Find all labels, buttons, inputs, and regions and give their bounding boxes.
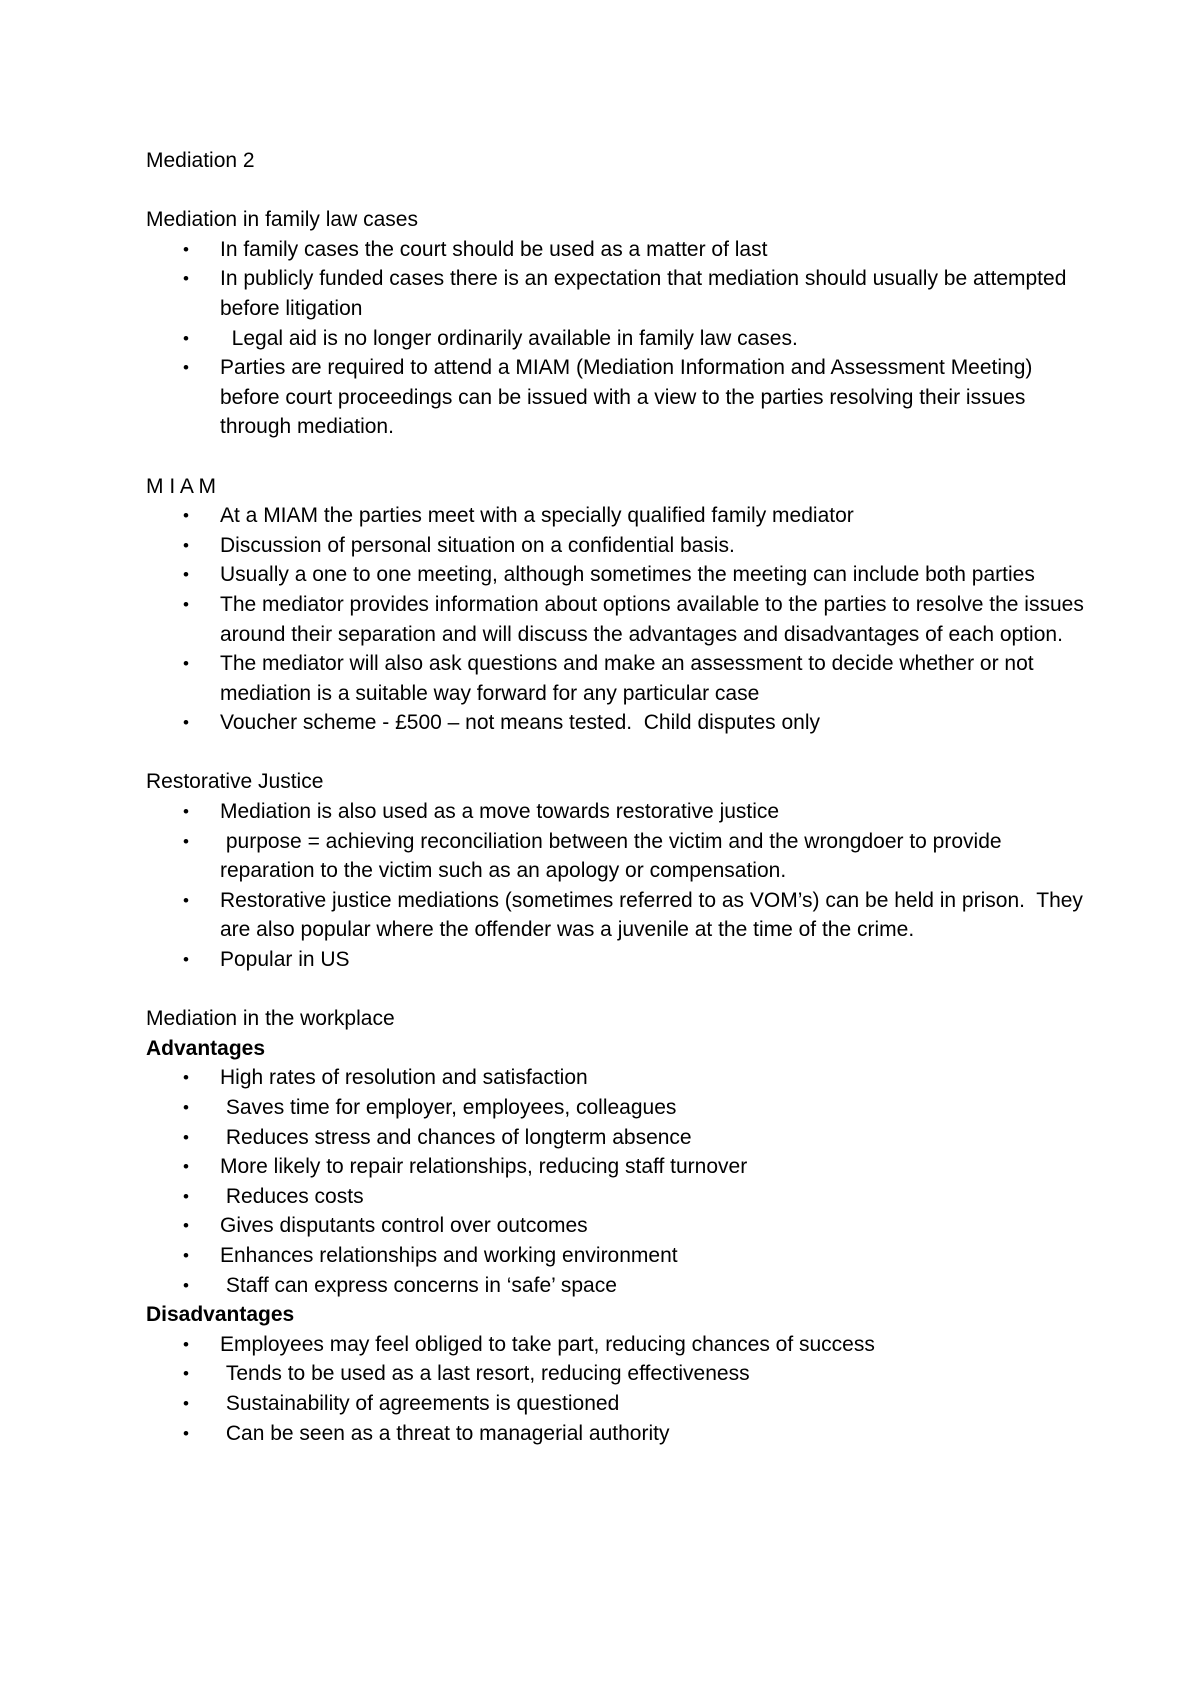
bullet-icon: • — [183, 535, 189, 555]
list-item — [146, 1330, 1086, 1360]
bullet-icon: • — [183, 506, 189, 526]
bullet-icon: • — [183, 1393, 189, 1413]
list-item-text: More likely to repair relationships, reducing staff turnover — [220, 1155, 748, 1179]
list-item — [146, 886, 1089, 945]
disadvantages-list — [146, 1330, 1086, 1448]
list-item-text: Gives disputants control over outcomes — [220, 1214, 588, 1238]
section-heading-restorative-justice: Restorative Justice — [146, 770, 324, 794]
bullet-icon: • — [183, 802, 189, 822]
list-item-text: Restorative justice mediations (sometimes referred to as VOM’s) can be held in prison. They are also popular where the offender was a juvenile at the time of the crime. — [220, 888, 1089, 942]
list-item-text: At a MIAM the parties meet with a specially qualified family mediator — [220, 504, 854, 528]
list-item-text: Voucher scheme - £500 – not means tested. Child disputes only — [220, 711, 821, 735]
bullet-icon: • — [183, 1334, 189, 1354]
document-title: Mediation 2 — [146, 149, 255, 172]
bullet-icon: • — [183, 1127, 189, 1147]
list-item-text: High rates of resolution and satisfaction — [220, 1066, 588, 1090]
bullet-icon: • — [183, 831, 189, 851]
list-item — [146, 797, 1086, 827]
bullet-icon: • — [183, 890, 189, 910]
list-item-text: Reduces stress and chances of longterm absence — [220, 1125, 692, 1149]
list-item — [146, 353, 1086, 442]
restorative-justice-list — [146, 797, 1089, 975]
spacer — [146, 738, 1086, 768]
list-item — [146, 649, 1086, 708]
list-item-text: purpose = achieving reconciliation between the victim and the wrongdoer to provide reparation to the victim such as an apology or compensation. — [220, 829, 1008, 883]
list-item-text: Reduces costs — [220, 1184, 364, 1208]
bullet-icon: • — [183, 1157, 189, 1177]
family-law-list — [146, 235, 1086, 442]
list-item — [146, 827, 1086, 886]
spacer — [146, 442, 1086, 472]
bullet-icon: • — [183, 713, 189, 733]
list-item-text: The mediator provides information about options available to the parties to resolve the issues around their separation and will discuss the advantages and disadvantages of each option. — [220, 592, 1084, 646]
list-item-text: Popular in US — [220, 948, 350, 972]
list-item-text: Tends to be used as a last resort, reducing effectiveness — [220, 1362, 750, 1386]
list-item — [146, 945, 1086, 975]
list-item — [146, 590, 1086, 649]
section-heading-workplace: Mediation in the workplace — [146, 1007, 395, 1031]
list-item-text: Enhances relationships and working environment — [220, 1243, 678, 1267]
bullet-icon: • — [183, 950, 189, 970]
bullet-icon: • — [183, 1364, 189, 1384]
list-item — [146, 235, 1086, 265]
list-item-text: Legal aid is no longer ordinarily available in family law cases. — [220, 326, 798, 350]
bullet-icon: • — [183, 1423, 189, 1443]
list-item-text: Can be seen as a threat to managerial authority — [220, 1421, 670, 1445]
bullet-icon: • — [183, 1068, 189, 1088]
section-heading-miam: M I A M — [146, 474, 217, 498]
document-body — [146, 146, 1089, 1448]
list-item — [146, 531, 1086, 561]
list-item-text: Sustainability of agreements is questioned — [220, 1391, 620, 1415]
list-item — [146, 1389, 1086, 1419]
bullet-icon: • — [183, 269, 189, 289]
list-item-text: Usually a one to one meeting, although sometimes the meeting can include both parties — [220, 563, 1035, 587]
list-item-text: Employees may feel obliged to take part, reducing chances of success — [220, 1332, 875, 1356]
list-item — [146, 1359, 1086, 1389]
list-item — [146, 1211, 1086, 1241]
list-item-text: In publicly funded cases there is an expectation that mediation should usually be attempted before litigation — [220, 267, 1067, 320]
list-item — [146, 1093, 1086, 1123]
list-item — [146, 1241, 1086, 1271]
bullet-icon: • — [183, 1186, 189, 1206]
section-heading-family-law: Mediation in family law cases — [146, 208, 418, 232]
list-item — [146, 501, 1086, 531]
list-item-text: Parties are required to attend a MIAM (Mediation Information and Assessment Meeting) before court proceedings can be issued with a view to the parties resolving their issues through mediation. — [220, 356, 1033, 439]
list-item — [146, 1063, 1086, 1093]
bullet-icon: • — [183, 328, 189, 348]
bullet-icon: • — [183, 1275, 189, 1295]
bullet-icon: • — [183, 358, 189, 378]
bullet-icon: • — [183, 594, 189, 614]
advantages-list — [146, 1063, 1086, 1300]
spacer — [146, 975, 1086, 1005]
list-item — [146, 1182, 1086, 1212]
advantages-heading: Advantages — [146, 1036, 266, 1060]
miam-list — [146, 501, 1086, 738]
list-item-text: Saves time for employer, employees, colleagues — [220, 1096, 677, 1119]
bullet-icon: • — [183, 1098, 189, 1117]
list-item — [146, 1271, 1086, 1301]
spacer — [146, 176, 1086, 206]
list-item — [146, 708, 1086, 738]
list-item-text: Discussion of personal situation on a confidential basis. — [220, 533, 735, 557]
disadvantages-heading: Disadvantages — [146, 1303, 295, 1327]
bullet-icon: • — [183, 239, 189, 259]
list-item — [146, 1123, 1086, 1153]
bullet-icon: • — [183, 1245, 189, 1265]
list-item-text: The mediator will also ask questions and make an assessment to decide whether or not mediation is a suitable way forward for any particular case — [220, 652, 1034, 705]
list-item — [146, 264, 1086, 323]
list-item — [146, 324, 1086, 354]
bullet-icon: • — [183, 565, 189, 585]
list-item-text: In family cases the court should be used as a matter of last — [220, 237, 768, 261]
bullet-icon: • — [183, 1216, 189, 1236]
list-item — [146, 1419, 1086, 1449]
list-item — [146, 1152, 1086, 1182]
bullet-icon: • — [183, 654, 189, 674]
list-item — [146, 560, 1086, 590]
list-item-text: Staff can express concerns in ‘safe’ space — [220, 1273, 617, 1297]
list-item-text: Mediation is also used as a move towards restorative justice — [220, 800, 780, 824]
